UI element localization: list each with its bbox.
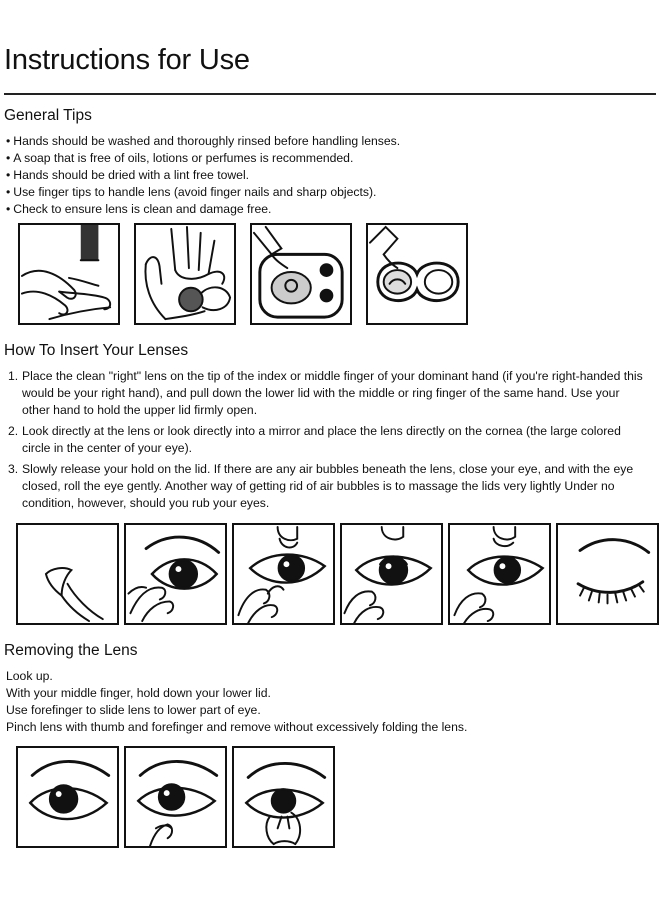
step-number: 2. [8,424,19,438]
pinch-lens-icon [232,746,335,848]
hold-lid-icon [124,746,227,848]
remove-step: Pinch lens with thumb and forefinger and remove without excessively folding the lens. [6,720,468,734]
insert-steps-list [8,368,644,516]
remove-steps [6,668,467,736]
soap-hands-icon [134,223,236,325]
insert-lenses-heading: How To Insert Your Lenses [4,342,189,359]
general-tips-heading: General Tips [4,107,92,124]
removing-lens-heading: Removing the Lens [4,642,138,659]
step-text: Look directly at the lens or look directly into a mirror and place the lens directly on the cornea (the large colored circle in the center of your eye). [22,424,621,455]
look-up-eye-icon [16,746,119,848]
place-lens-icon [232,523,335,625]
lens-on-eye-icon [340,523,443,625]
tip-item: • Use finger tips to handle lens (avoid finger nails and sharp objects). [6,184,400,201]
insert-step [8,423,644,457]
insert-step [8,368,644,419]
tip-item: • A soap that is free of oils, lotions or perfumes is recommended. [6,150,400,167]
general-tips-list [6,133,400,218]
lens-on-finger-icon [16,523,119,625]
release-lid-icon [448,523,551,625]
page-title: Instructions for Use [4,44,250,76]
remove-step: With your middle finger, hold down your lower lid. [6,686,271,700]
step-text: Place the clean "right" lens on the tip of the index or middle finger of your dominant hand (if you're right-handed this would be your right hand), and pull down the lower lid with the middle or ring finger of the same hand. Use your other hand to hold the upper lid firmly open. [22,369,643,417]
lens-case-open-icon [366,223,468,325]
remove-step: Look up. [6,669,53,683]
washing-hands-icon [18,223,120,325]
title-divider [4,93,656,95]
step-number: 1. [8,369,19,383]
tip-item: • Check to ensure lens is clean and damage free. [6,201,400,218]
lens-case-icon [250,223,352,325]
closed-eye-icon [556,523,659,625]
remove-step: Use forefinger to slide lens to lower part of eye. [6,703,261,717]
step-text: Slowly release your hold on the lid. If there are any air bubbles beneath the lens, close your eye, and with the eye closed, roll the eye gently. Another way of getting rid of air bubbles is to massage the lids very lightly Under no condition, however, should you rub your eyes. [22,462,634,510]
insert-step [8,461,644,512]
tip-item: • Hands should be washed and thoroughly rinsed before handling lenses. [6,133,400,150]
step-number: 3. [8,462,19,476]
tip-item: • Hands should be dried with a lint free towel. [6,167,400,184]
pull-lid-icon [124,523,227,625]
